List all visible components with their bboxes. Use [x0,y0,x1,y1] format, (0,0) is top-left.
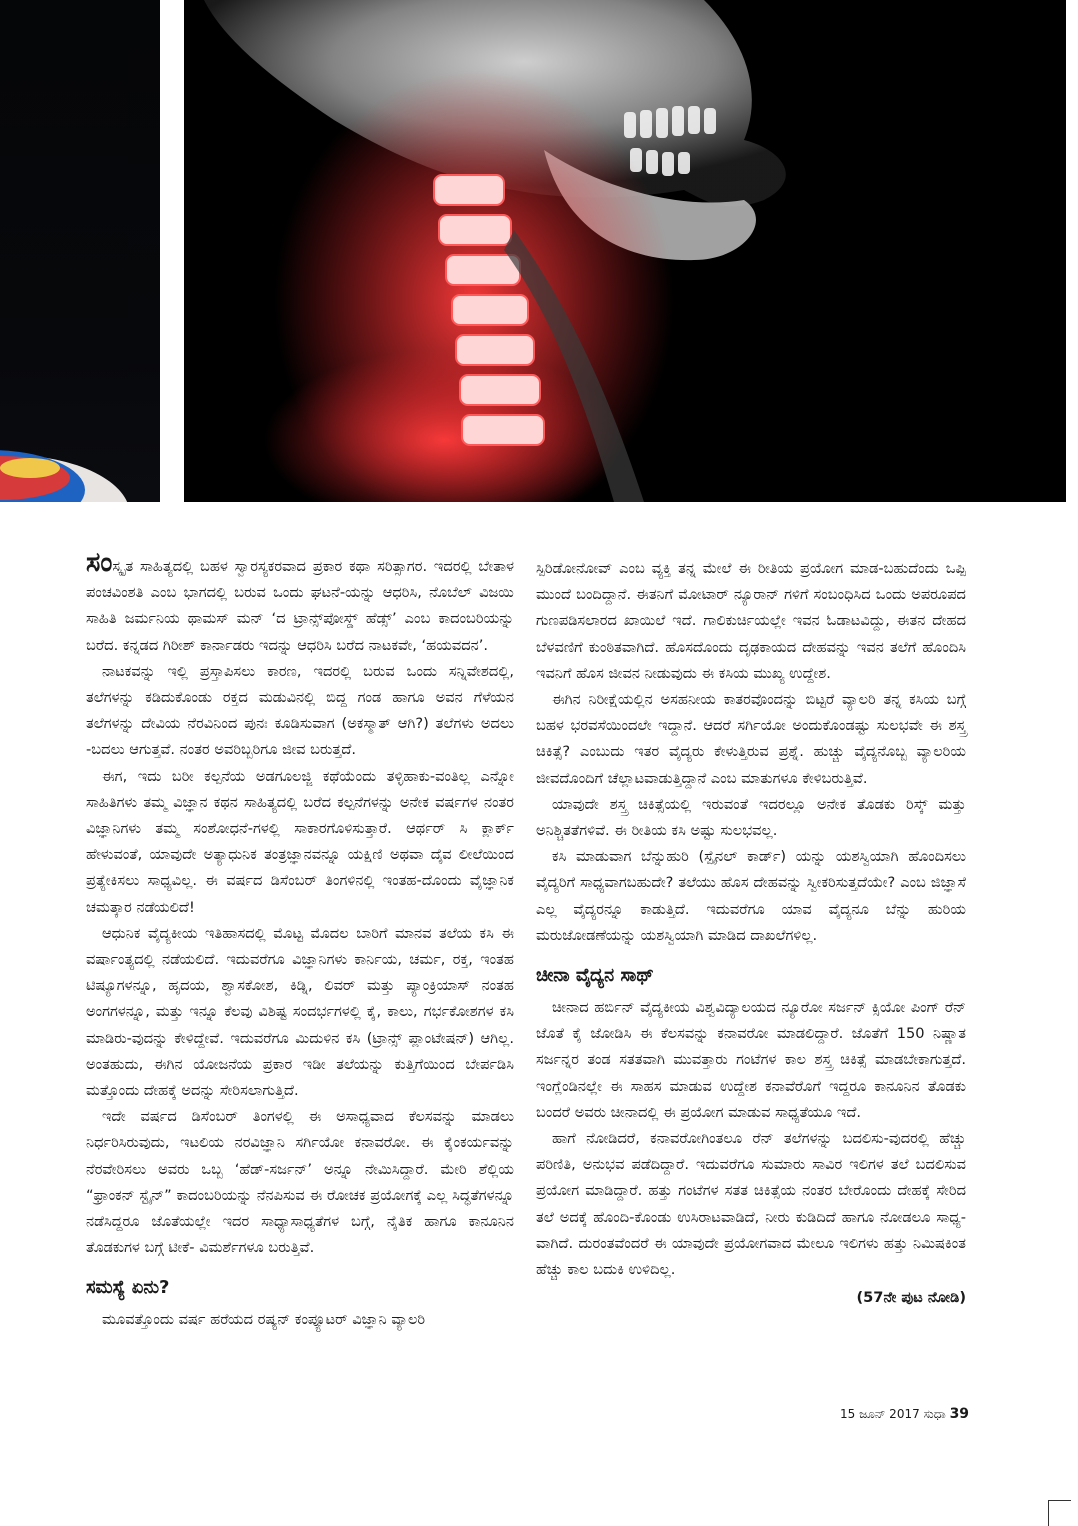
page-number: 39 [949,1406,970,1422]
blue-red-object-graphic [0,420,160,502]
article-paragraph: ಆಧುನಿಕ ವೈದ್ಯಕೀಯ ಇತಿಹಾಸದಲ್ಲಿ ಮೊಟ್ಟ ಮೊದಲ ಬಾರಿಗೆ ಮಾನವ ತಲೆಯ ಕಸಿ ಈ ವರ್ಷಾಂತ್ಯದಲ್ಲಿ ನಡೆಯಲಿದೆ. ಇದುವರೆಗೂ ವಿಜ್ಞಾನಿಗಳು ಕಾರ್ನಿಯ, ಚರ್ಮ, ರಕ್ತ, ಇಂತಹ ಟಿಷ್ಯೂಗಳನ್ನೂ, ಹೃದಯ, ಶ್ವಾಸಕೋಶ, ಕಿಡ್ನಿ, ಲಿವರ್ ಮತ್ತು ಪ್ಯಾಂಕ್ರಿಯಾಸ್ ನಂತಹ ಅಂಗಗಳನ್ನೂ, ಮತ್ತು ಇನ್ನೂ ಕೆಲವು ವಿಶಿಷ್ಟ ಸಂದರ್ಭಗಳಲ್ಲಿ ಕೈ, ಕಾಲು, ಗರ್ಭಕೋಶಗಳ ಕಸಿ ಮಾಡಿರು-ವುದನ್ನು ಕೇಳಿದ್ದೇವೆ. ಇದುವರೆಗೂ ಮಿದುಳಿನ ಕಸಿ (ಟ್ರಾನ್ಸ್ ಪ್ಲಾಂಟೇಷನ್) ಆಗಿಲ್ಲ. ಅಂತಹುದು, ಈಗಿನ ಯೋಜನೆಯ ಪ್ರಕಾರ ಇಡೀ ತಲೆಯನ್ನು ಕುತ್ತಿಗೆಯಿಂದ ಬೇರ್ಪಡಿಸಿ ಮತ್ತೊಂದು ದೇಹಕ್ಕೆ ಅದನ್ನು ಸೇರಿಸಲಾಗುತ್ತಿದೆ. [86,924,514,1100]
continued-note: (57ನೇ ಪುಟ ನೋಡಿ) [856,1289,966,1307]
article-paragraph: ನಾಟಕವನ್ನು ಇಲ್ಲಿ ಪ್ರಸ್ತಾಪಿಸಲು ಕಾರಣ, ಇದರಲ್ಲಿ ಬರುವ ಒಂದು ಸನ್ನಿವೇಶದಲ್ಲಿ, ತಲೆಗಳನ್ನು ಕಡಿದುಕೊಂಡು ರಕ್ತದ ಮಡುವಿನಲ್ಲಿ ಬಿದ್ದ ಗಂಡ ಹಾಗೂ ಅವನ ಗೆಳೆಯನ ತಲೆಗಳನ್ನು ದೇವಿಯ ನೆರವಿನಿಂದ ಪುನಃ ಕೂಡಿಸುವಾಗ (ಅಕಸ್ಮಾತ್ ಆಗಿ?) ತಲೆಗಳು ಅದಲು -ಬದಲು ಆಗುತ್ತವೆ. ನಂತರ ಅವರಿಬ್ಬರಿಗೂ ಜೀವ ಬರುತ್ತದೆ. [86,662,514,759]
article-paragraph: ಚೀನಾದ ಹರ್ಬಿನ್ ವೈದ್ಯಕೀಯ ವಿಶ್ವವಿದ್ಯಾಲಯದ ನ್ಯೂರೋ ಸರ್ಜನ್ ಕ್ಸಿಯೋ ಪಿಂಗ್ ರೆನ್ ಜೊತೆ ಕೈ ಜೋಡಿಸಿ ಈ ಕೆಲಸವನ್ನು ಕನಾವರೋ ಮಾಡಲಿದ್ದಾರೆ. ಜೊತೆಗೆ 150 ನಿಷ್ಣಾತ ಸರ್ಜನ್ನರ ತಂಡ ಸತತವಾಗಿ ಮುವತ್ತಾರು ಗಂಟೆಗಳ ಕಾಲ ಶಸ್ತ್ರ ಚಿಕಿತ್ಸೆ ಮಾಡಬೇಕಾಗುತ್ತದೆ. ಇಂಗ್ಲೆಂಡಿನಲ್ಲೇ ಈ ಸಾಹಸ ಮಾಡುವ ಉದ್ದೇಶ ಕನಾವೆರೊಗೆ ಇದ್ದರೂ ಕಾನೂನಿನ ತೊಡಕು ಬಂದರೆ ಅವರು ಚೀನಾದಲ್ಲಿ ಈ ಪ್ರಯೋಗ ಮಾಡುವ ಸಾಧ್ಯತೆಯೂ ಇದೆ. [536,999,966,1121]
article-paragraph: ಸ್ಪಿರಿಡೋನೋವ್ ಎಂಬ ವ್ಯಕ್ತಿ ತನ್ನ ಮೇಲೆ ಈ ರೀತಿಯ ಪ್ರಯೋಗ ಮಾಡ-ಬಹುದೆಂದು ಒಪ್ಪಿ ಮುಂದೆ ಬಂದಿದ್ದಾನೆ. ಈತನಿಗೆ ಮೋಟಾರ್ ನ್ಯೂರಾನ್ ಗಳಿಗೆ ಸಂಬಂಧಿಸಿದ ಒಂದು ಅಪರೂಪದ ಗುಣಪಡಿಸಲಾರದ ಖಾಯಿಲೆ ಇದೆ. ಗಾಲಿಕುರ್ಚಿಯಲ್ಲೇ ಇವನ ಓಡಾಟವಿದ್ದು, ಈತನ ದೇಹದ ಬೆಳವಣಿಗೆ ಕುಂಠಿತವಾಗಿದೆ. ಹೊಸದೊಂದು ದೃಢಕಾಯದ ದೇಹವನ್ನು ಇವನ ತಲೆಗೆ ಹೊಂದಿಸಿ ಇವನಿಗೆ ಹೊಸ ಜೀವನ ನೀಡುವುದು ಈ ಕಸಿಯ ಮುಖ್ಯ ಉದ್ದೇಶ. [536,560,966,682]
article-paragraph: ಇದೇ ವರ್ಷದ ಡಿಸೆಂಬರ್ ತಿಂಗಳಲ್ಲಿ ಈ ಅಸಾಧ್ಯವಾದ ಕೆಲಸವನ್ನು ಮಾಡಲು ನಿರ್ಧರಿಸಿರುವುದು, ಇಟಲಿಯ ನರವಿಜ್ಞಾನಿ ಸರ್ಗಿಯೋ ಕನಾವರೋ. ಈ ಕೈಂಕರ್ಯವನ್ನು ನೆರವೇರಿಸಲು ಅವರು ಒಬ್ಬ ‘ಹೆಡ್-ಸರ್ಜನ್’ ಅನ್ನೂ ನೇಮಿಸಿದ್ದಾರೆ. ಮೇರಿ ಶೆಲ್ಲಿಯ “ಫ್ರಾಂಕನ್ ಸ್ಟೈನ್” ಕಾದಂಬರಿಯನ್ನು ನೆನಪಿಸುವ ಈ ರೋಚಕ ಪ್ರಯೋಗಕ್ಕೆ ಎಲ್ಲ ಸಿದ್ಧತೆಗಳನ್ನೂ ನಡೆಸಿದ್ದರೂ ಜೊತೆಯಲ್ಲೇ ಇದರ ಸಾಧ್ಯಾಸಾಧ್ಯತೆಗಳ ಬಗ್ಗೆ, ನೈತಿಕ ಹಾಗೂ ಕಾನೂನಿನ ತೊಡಕುಗಳ ಬಗ್ಗೆ ಟೀಕೆ- ವಿಮರ್ಶೆಗಳೂ ಬರುತ್ತಿವೆ. [86,1108,514,1257]
page-footer [840,1406,969,1422]
side-photo [0,0,160,502]
article-paragraph: ಮೂವತ್ತೊಂದು ವರ್ಷ ಹರೆಯದ ರಷ್ಯನ್ ಕಂಪ್ಯೂಟರ್ ವಿಜ್ಞಾನಿ ವ್ಯಾಲರಿ [102,1311,426,1329]
article-paragraph: ಸಂಸ್ಕೃತ ಸಾಹಿತ್ಯದಲ್ಲಿ ಬಹಳ ಸ್ವಾರಸ್ಯಕರವಾದ ಪ್ರಕಾರ ಕಥಾ ಸರಿತ್ಸಾಗರ. ಇದರಲ್ಲಿ ಬೇತಾಳ ಪಂಚವಿಂಶತಿ ಎಂಬ ಭಾಗದಲ್ಲಿ ಬರುವ ಒಂದು ಘಟನೆ-ಯನ್ನು ಆಧರಿಸಿ, ನೊಬೆಲ್ ವಿಜಯಿ ಸಾಹಿತಿ ಜರ್ಮನಿಯ ಥಾಮಸ್ ಮನ್ ‘ದ ಟ್ರಾನ್ಸ್‌ಪೋಸ್ಡ್ ಹೆಡ್ಸ್’ ಎಂಬ ಕಾದಂಬರಿಯನ್ನು ಬರೆದ. ಕನ್ನಡದ ಗಿರೀಶ್ ಕಾರ್ನಾಡರು ಇದನ್ನು ಆಧರಿಸಿ ಬರೆದ ನಾಟಕವೇ, ‘ಹಯವದನ’. [86,547,514,654]
article-column-left [86,547,514,1334]
article-paragraph: ಹಾಗೆ ನೋಡಿದರೆ, ಕನಾವರೋಗಿಂತಲೂ ರೆನ್ ತಲೆಗಳನ್ನು ಬದಲಿಸು-ವುದರಲ್ಲಿ ಹೆಚ್ಚು ಪರಿಣಿತಿ, ಅನುಭವ ಪಡೆದಿದ್ದಾರೆ. ಇದುವರೆಗೂ ಸುಮಾರು ಸಾವಿರ ಇಲಿಗಳ ತಲೆ ಬದಲಿಸುವ ಪ್ರಯೋಗ ಮಾಡಿದ್ದಾರೆ. ಹತ್ತು ಗಂಟೆಗಳ ಸತತ ಚಿಕಿತ್ಸೆಯ ನಂತರ ಬೇರೊಂದು ದೇಹಕ್ಕೆ ಸೇರಿದ ತಲೆ ಅದಕ್ಕೆ ಹೊಂದಿ-ಕೊಂಡು ಉಸಿರಾಟವಾಡಿದೆ, ನೀರು ಕುಡಿದಿದೆ ಹಾಗೂ ನೋಡಲೂ ಸಾಧ್ಯ-ವಾಗಿದೆ. ದುರಂತವೆಂದರೆ ಈ ಯಾವುದೇ ಪ್ರಯೋಗವಾದ ಮೇಲೂ ಇಲಿಗಳು ಹತ್ತು ನಿಮಿಷಕಿಂತ ಹೆಚ್ಚು ಕಾಲ ಬದುಕಿ ಉಳಿದಿಲ್ಲ. [536,1130,966,1279]
article-column-right [536,556,966,1311]
article-paragraph: ಯಾವುದೇ ಶಸ್ತ್ರ ಚಿಕಿತ್ಸೆಯಲ್ಲಿ ಇರುವಂತೆ ಇದರಲ್ಲೂ ಅನೇಕ ತೊಡಕು ರಿಸ್ಕ್ ಮತ್ತು ಅನಿಶ್ಚಿತತೆಗಳಿವೆ. ಈ ರೀತಿಯ ಕಸಿ ಅಷ್ಟು ಸುಲಭವಲ್ಲ. [536,795,966,840]
article-paragraph: ಈಗ, ಇದು ಬರೀ ಕಲ್ಪನೆಯ ಅಡಗೂಲಜ್ಜಿ ಕಥೆಯೆಂದು ತಳ್ಳಿಹಾಕು-ವಂತಿಲ್ಲ ಎನ್ನೋ ಸಾಹಿತಿಗಳು ತಮ್ಮ ವಿಜ್ಞಾನ ಕಥನ ಸಾಹಿತ್ಯದಲ್ಲಿ ಬರೆದ ಕಲ್ಪನೆಗಳನ್ನು ಅನೇಕ ವರ್ಷಗಳ ನಂತರ ವಿಜ್ಞಾನಿಗಳು ತಮ್ಮ ಸಂಶೋಧನೆ-ಗಳಲ್ಲಿ ಸಾಕಾರಗೊಳಿಸುತ್ತಾರೆ. ಆರ್ಥರ್ ಸಿ ಕ್ಲಾರ್ಕ್ ಹೇಳುವಂತೆ, ಯಾವುದೇ ಅತ್ಯಾಧುನಿಕ ತಂತ್ರಜ್ಞಾನವನ್ನೂ ಯಕ್ಷಿಣಿ ಅಥವಾ ದೈವ ಲೀಲೆಯಿಂದ ಪ್ರತ್ಯೇಕಿಸಲು ಸಾಧ್ಯವಿಲ್ಲ. ಈ ವರ್ಷದ ಡಿಸೆಂಬರ್ ತಿಂಗಳಿನಲ್ಲಿ ಇಂತಹ-ದೊಂದು ವೈಜ್ಞಾನಿಕ ಚಮತ್ಕಾರ ನಡೆಯಲಿದೆ! [86,767,514,916]
subheading-china-doctor: ಚೀನಾ ವೈದ್ಯನ ಸಾಥ್ [536,965,654,987]
issue-date: 15 ಜೂನ್ 2017 [840,1407,920,1421]
drop-cap: ಸಂ [86,547,113,578]
subheading-problem: ಸಮಸ್ಯೆ ಏನು? [86,1277,170,1299]
cervical-spine-xray-graphic [184,0,1066,502]
xray-image [184,0,1066,502]
magazine-name: ಸುಧಾ [923,1407,946,1421]
article-paragraph: ಕಸಿ ಮಾಡುವಾಗ ಬೆನ್ನುಹುರಿ (ಸ್ಪೈನಲ್ ಕಾರ್ಡ್) ಯನ್ನು ಯಶಸ್ವಿಯಾಗಿ ಹೊಂದಿಸಲು ವೈದ್ಯರಿಗೆ ಸಾಧ್ಯವಾಗಬಹುದೇ? ತಲೆಯು ಹೊಸ ದೇಹವನ್ನು ಸ್ವೀಕರಿಸುತ್ತದೆಯೇ? ಎಂಬ ಜಿಜ್ಞಾಸೆ ಎಲ್ಲ ವೈದ್ಯರನ್ನೂ ಕಾಡುತ್ತಿದೆ. ಇದುವರೆಗೂ ಯಾವ ವೈದ್ಯನೂ ಬೆನ್ನು ಹುರಿಯ ಮರುಜೋಡಣೆಯನ್ನು ಯಶಸ್ವಿಯಾಗಿ ಮಾಡಿದ ದಾಖಲೆಗಳಿಲ್ಲ. [536,848,966,944]
article-paragraph: ಈಗಿನ ನಿರೀಕ್ಷೆಯಲ್ಲಿನ ಅಸಹನೀಯ ಕಾತರವೊಂದನ್ನು ಬಿಟ್ಟರೆ ವ್ಯಾಲರಿ ತನ್ನ ಕಸಿಯ ಬಗ್ಗೆ ಬಹಳ ಭರವಸೆಯಿಂದಲೇ ಇದ್ದಾನೆ. ಆದರೆ ಸರ್ಗಿಯೋ ಅಂದುಕೊಂಡಷ್ಟು ಸುಲಭವೇ ಈ ಶಸ್ತ್ರ ಚಿಕಿತ್ಸೆ? ಎಂಬುದು ಇತರ ವೈದ್ಯರು ಕೇಳುತ್ತಿರುವ ಪ್ರಶ್ನೆ. ಹುಚ್ಚು ವೈದ್ಯನೊಬ್ಬ ವ್ಯಾಲರಿಯ ಜೀವದೊಂದಿಗೆ ಚೆಲ್ಲಾಟವಾಡುತ್ತಿದ್ದಾನೆ ಎಂಬ ಮಾತುಗಳೂ ಕೇಳಿಬರುತ್ತಿವೆ. [536,691,966,787]
crop-mark [1048,1500,1071,1526]
